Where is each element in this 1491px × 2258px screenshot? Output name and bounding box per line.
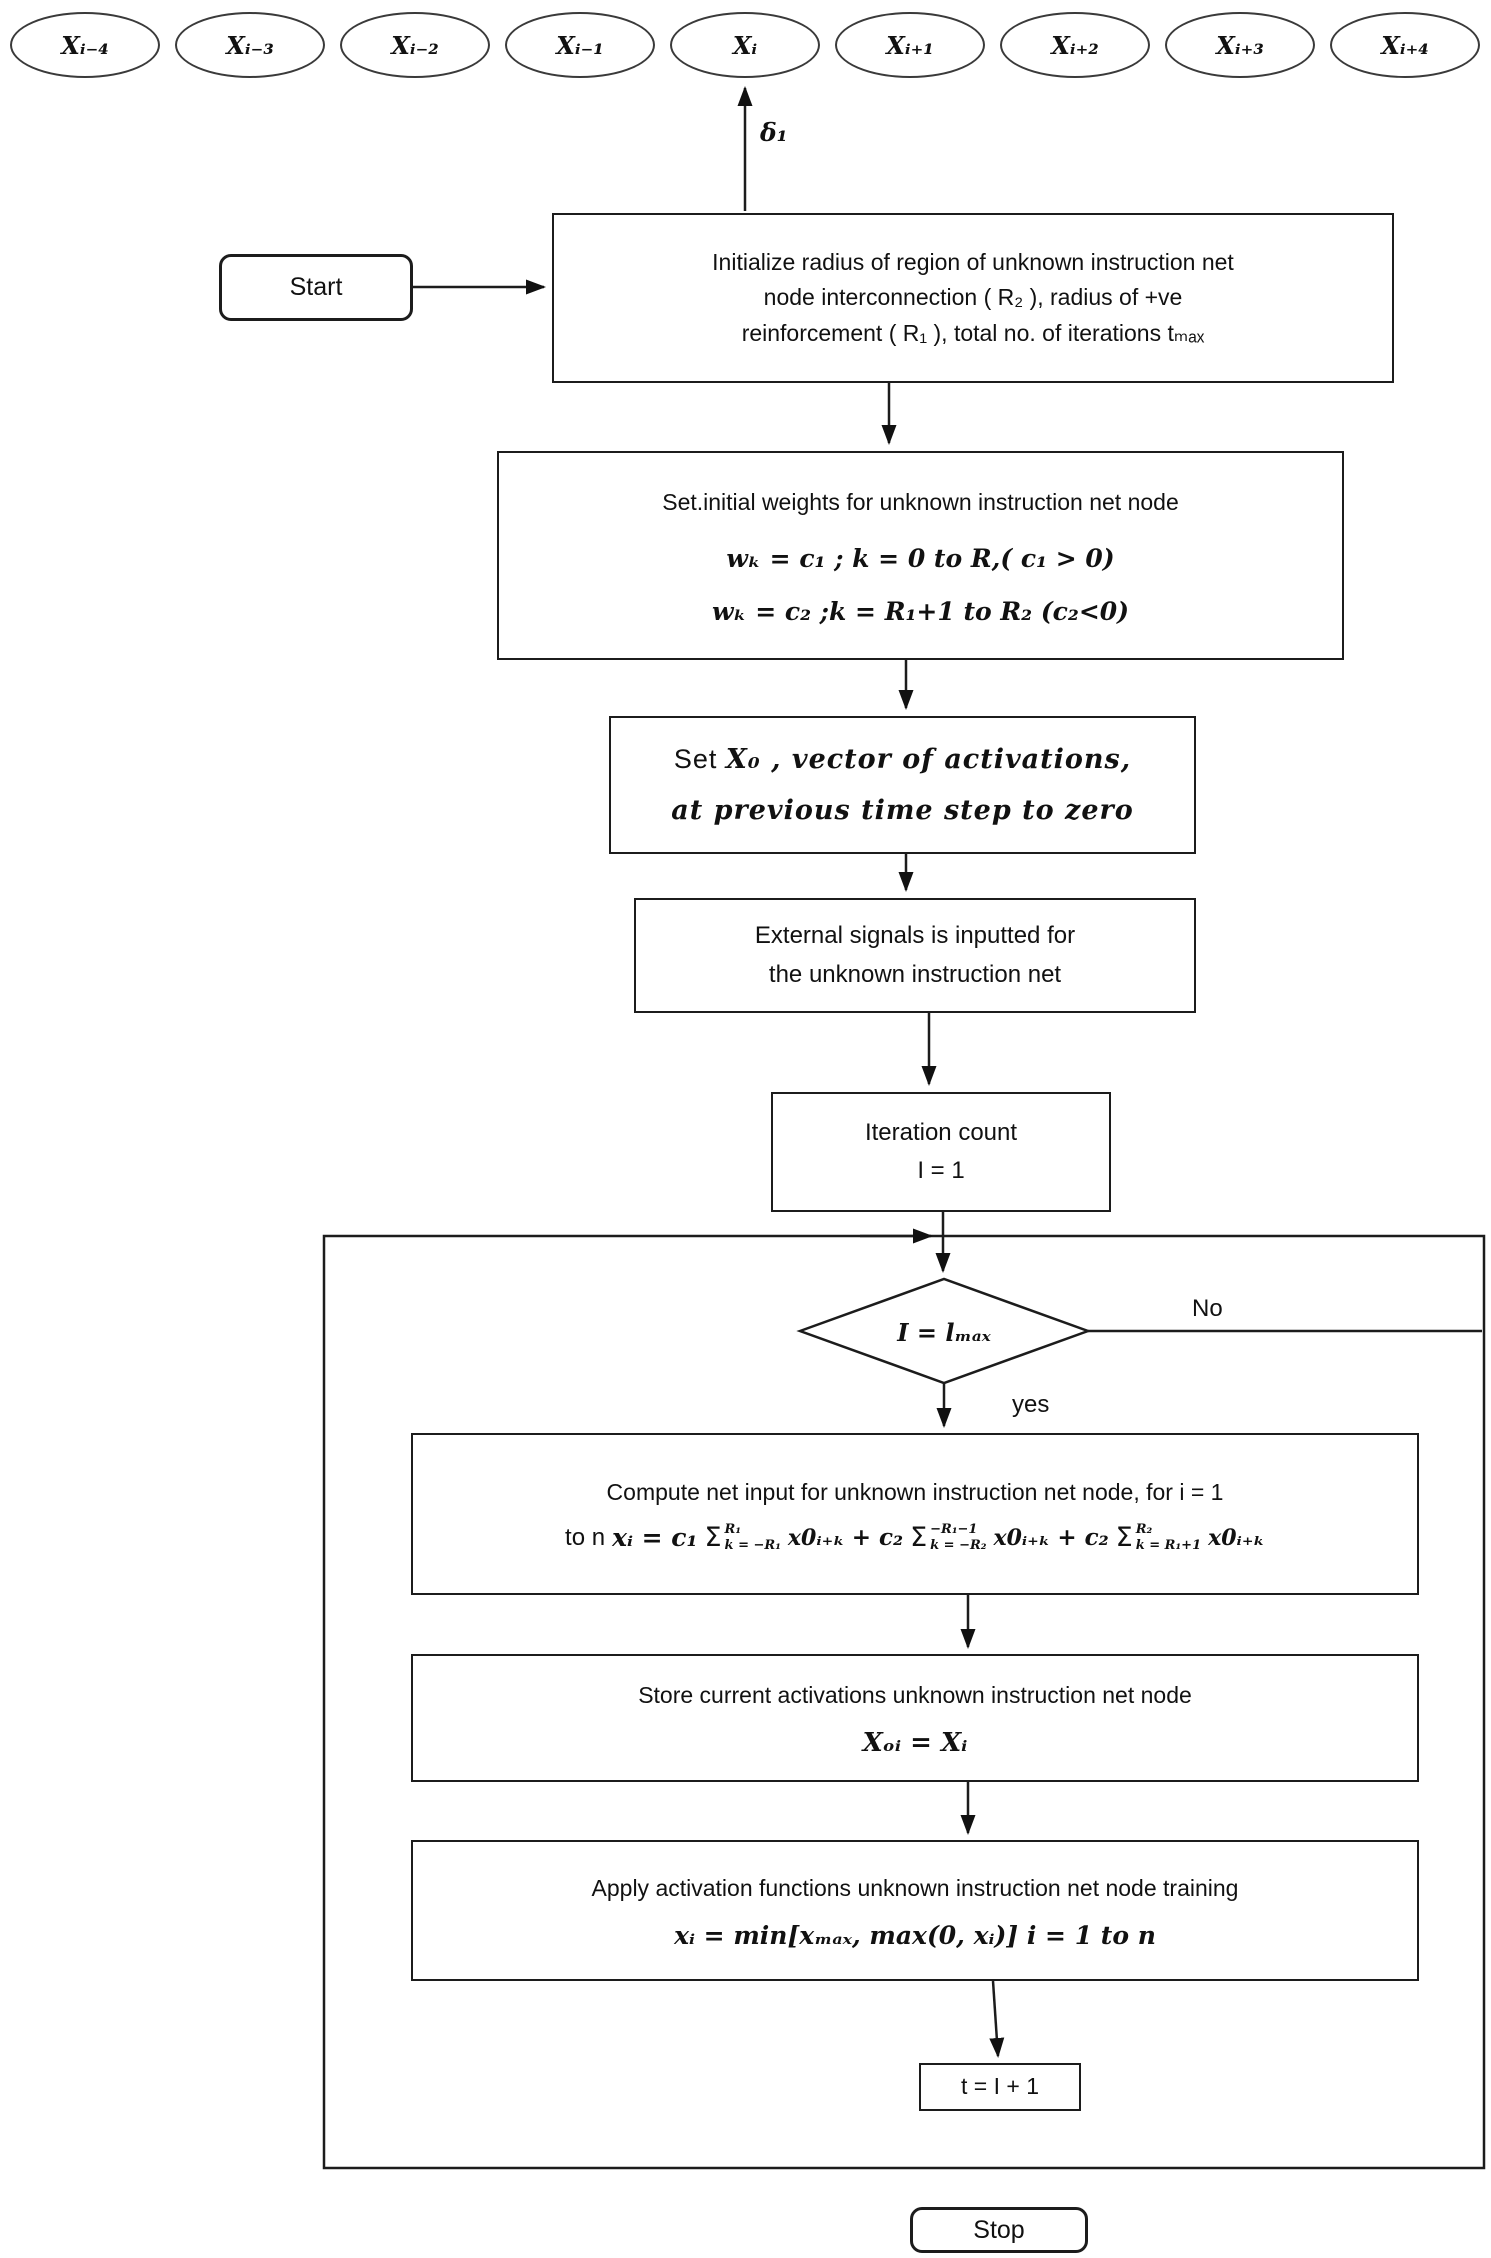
formula-prefix: to n	[565, 1523, 606, 1551]
formula-term-2: x0ᵢ₊ₖ	[993, 1524, 1051, 1551]
increment-box	[919, 2063, 1081, 2111]
apply-equation: xᵢ = min[xₘₐₓ, max(0, xᵢ)] i = 1 to n	[674, 1920, 1156, 1950]
summation-3	[1116, 1522, 1201, 1553]
yes-branch-label: yes	[1012, 1391, 1050, 1418]
input-node-label: Xᵢ₊₃	[1216, 30, 1264, 60]
sum-lower-limit: k = −R₂	[930, 1537, 987, 1553]
sum-lower-limit: k = R₁+1	[1135, 1537, 1202, 1553]
input-node-label: Xᵢ₋₂	[391, 30, 439, 60]
sigma-icon: Σ	[910, 1522, 928, 1554]
external-line-1: External signals is inputted for	[754, 922, 1076, 950]
no-branch-label: No	[1192, 1295, 1223, 1322]
external-signals-box	[634, 898, 1196, 1013]
summation-2	[910, 1522, 986, 1553]
activations-line-1	[674, 744, 1131, 775]
external-line-2: the unknown instruction net	[768, 960, 1062, 988]
delta-label: δ₁	[760, 118, 788, 147]
start-label: Start	[289, 273, 343, 301]
input-node-label: Xᵢ₊₂	[1051, 30, 1099, 60]
iteration-line-1: Iteration count	[864, 1118, 1018, 1146]
store-line-1: Store current activations unknown instruction net node	[638, 1682, 1192, 1709]
input-node-ellipse	[175, 12, 325, 78]
init-line-2: node interconnection ( R₂ ), radius of +ve	[763, 284, 1183, 311]
store-equation: Xₒᵢ = Xᵢ	[862, 1727, 968, 1758]
input-node-ellipse	[1165, 12, 1315, 78]
activations-line-1-math: X₀ , vector of activations,	[725, 744, 1132, 775]
summation-1-limits	[725, 1522, 781, 1553]
set-activations-box	[609, 716, 1196, 854]
sigma-icon: Σ	[1115, 1522, 1133, 1554]
input-node-label: Xᵢ₋₃	[226, 30, 274, 60]
input-node-label: Xᵢ₊₄	[1381, 30, 1429, 60]
formula-lead: xᵢ = c₁	[612, 1523, 698, 1553]
input-node-ellipse	[1330, 12, 1480, 78]
input-node-ellipse	[670, 12, 820, 78]
input-node-ellipse	[10, 12, 160, 78]
input-node-ellipse	[505, 12, 655, 78]
sum-upper-limit: −R₁−1	[930, 1522, 978, 1538]
formula-term-1: x0ᵢ₊ₖ	[787, 1524, 845, 1551]
init-line-1: Initialize radius of region of unknown instruction net	[712, 248, 1234, 275]
formula-connector-1: + c₂	[851, 1524, 904, 1552]
input-node-label: Xᵢ	[732, 30, 758, 60]
formula-term-3: x0ᵢ₊ₖ	[1208, 1524, 1265, 1551]
input-node-ellipse	[835, 12, 985, 78]
sum-lower-limit: k = −R₁	[724, 1537, 781, 1553]
weights-eq-1: wₖ = c₁ ; k = 0 to R,( c₁ > 0)	[726, 544, 1115, 574]
store-activations-box	[411, 1654, 1419, 1782]
compute-net-input-box	[411, 1433, 1419, 1595]
set-weights-box	[497, 451, 1344, 660]
increment-label: t = I + 1	[961, 2073, 1039, 2100]
formula-connector-2: + c₂	[1057, 1524, 1109, 1552]
input-node-ellipse	[340, 12, 490, 78]
stop-node	[910, 2207, 1088, 2253]
activations-prefix: Set	[673, 744, 718, 774]
apply-line-1: Apply activation functions unknown instruction net node training	[591, 1875, 1239, 1902]
apply-activation-box	[411, 1840, 1419, 1981]
summation-3-limits	[1136, 1522, 1201, 1553]
weights-title: Set.initial weights for unknown instruction net node	[662, 488, 1179, 515]
start-node	[219, 254, 413, 321]
sum-upper-limit: R₁	[724, 1522, 742, 1538]
sigma-icon: Σ	[704, 1522, 722, 1554]
summation-2-limits	[930, 1522, 986, 1553]
arrow-apply-to-increment	[993, 1981, 998, 2056]
iteration-line-2: I = 1	[917, 1157, 965, 1184]
init-parameters-box	[552, 213, 1394, 383]
activations-line-2: at previous time step to zero	[671, 795, 1134, 826]
input-node-ellipse	[1000, 12, 1150, 78]
compute-line-1: Compute net input for unknown instruction net node, for i = 1	[606, 1478, 1224, 1505]
input-node-label: Xᵢ₋₁	[556, 30, 604, 60]
weights-eq-2: wₖ = c₂ ;k = R₁+1 to R₂ (c₂<0)	[711, 597, 1130, 627]
stop-label: Stop	[973, 2215, 1025, 2244]
compute-formula-line	[429, 1522, 1401, 1553]
input-node-label: Xᵢ₋₄	[61, 30, 109, 60]
input-node-label: Xᵢ₊₁	[886, 30, 934, 60]
sum-upper-limit: R₂	[1135, 1522, 1153, 1538]
iteration-count-box	[771, 1092, 1111, 1212]
decision-label: I = lₘₐₓ	[897, 1318, 991, 1347]
init-line-3: reinforcement ( R₁ ), total no. of iterations tₘₐₓ	[741, 319, 1205, 346]
summation-1	[704, 1522, 780, 1553]
